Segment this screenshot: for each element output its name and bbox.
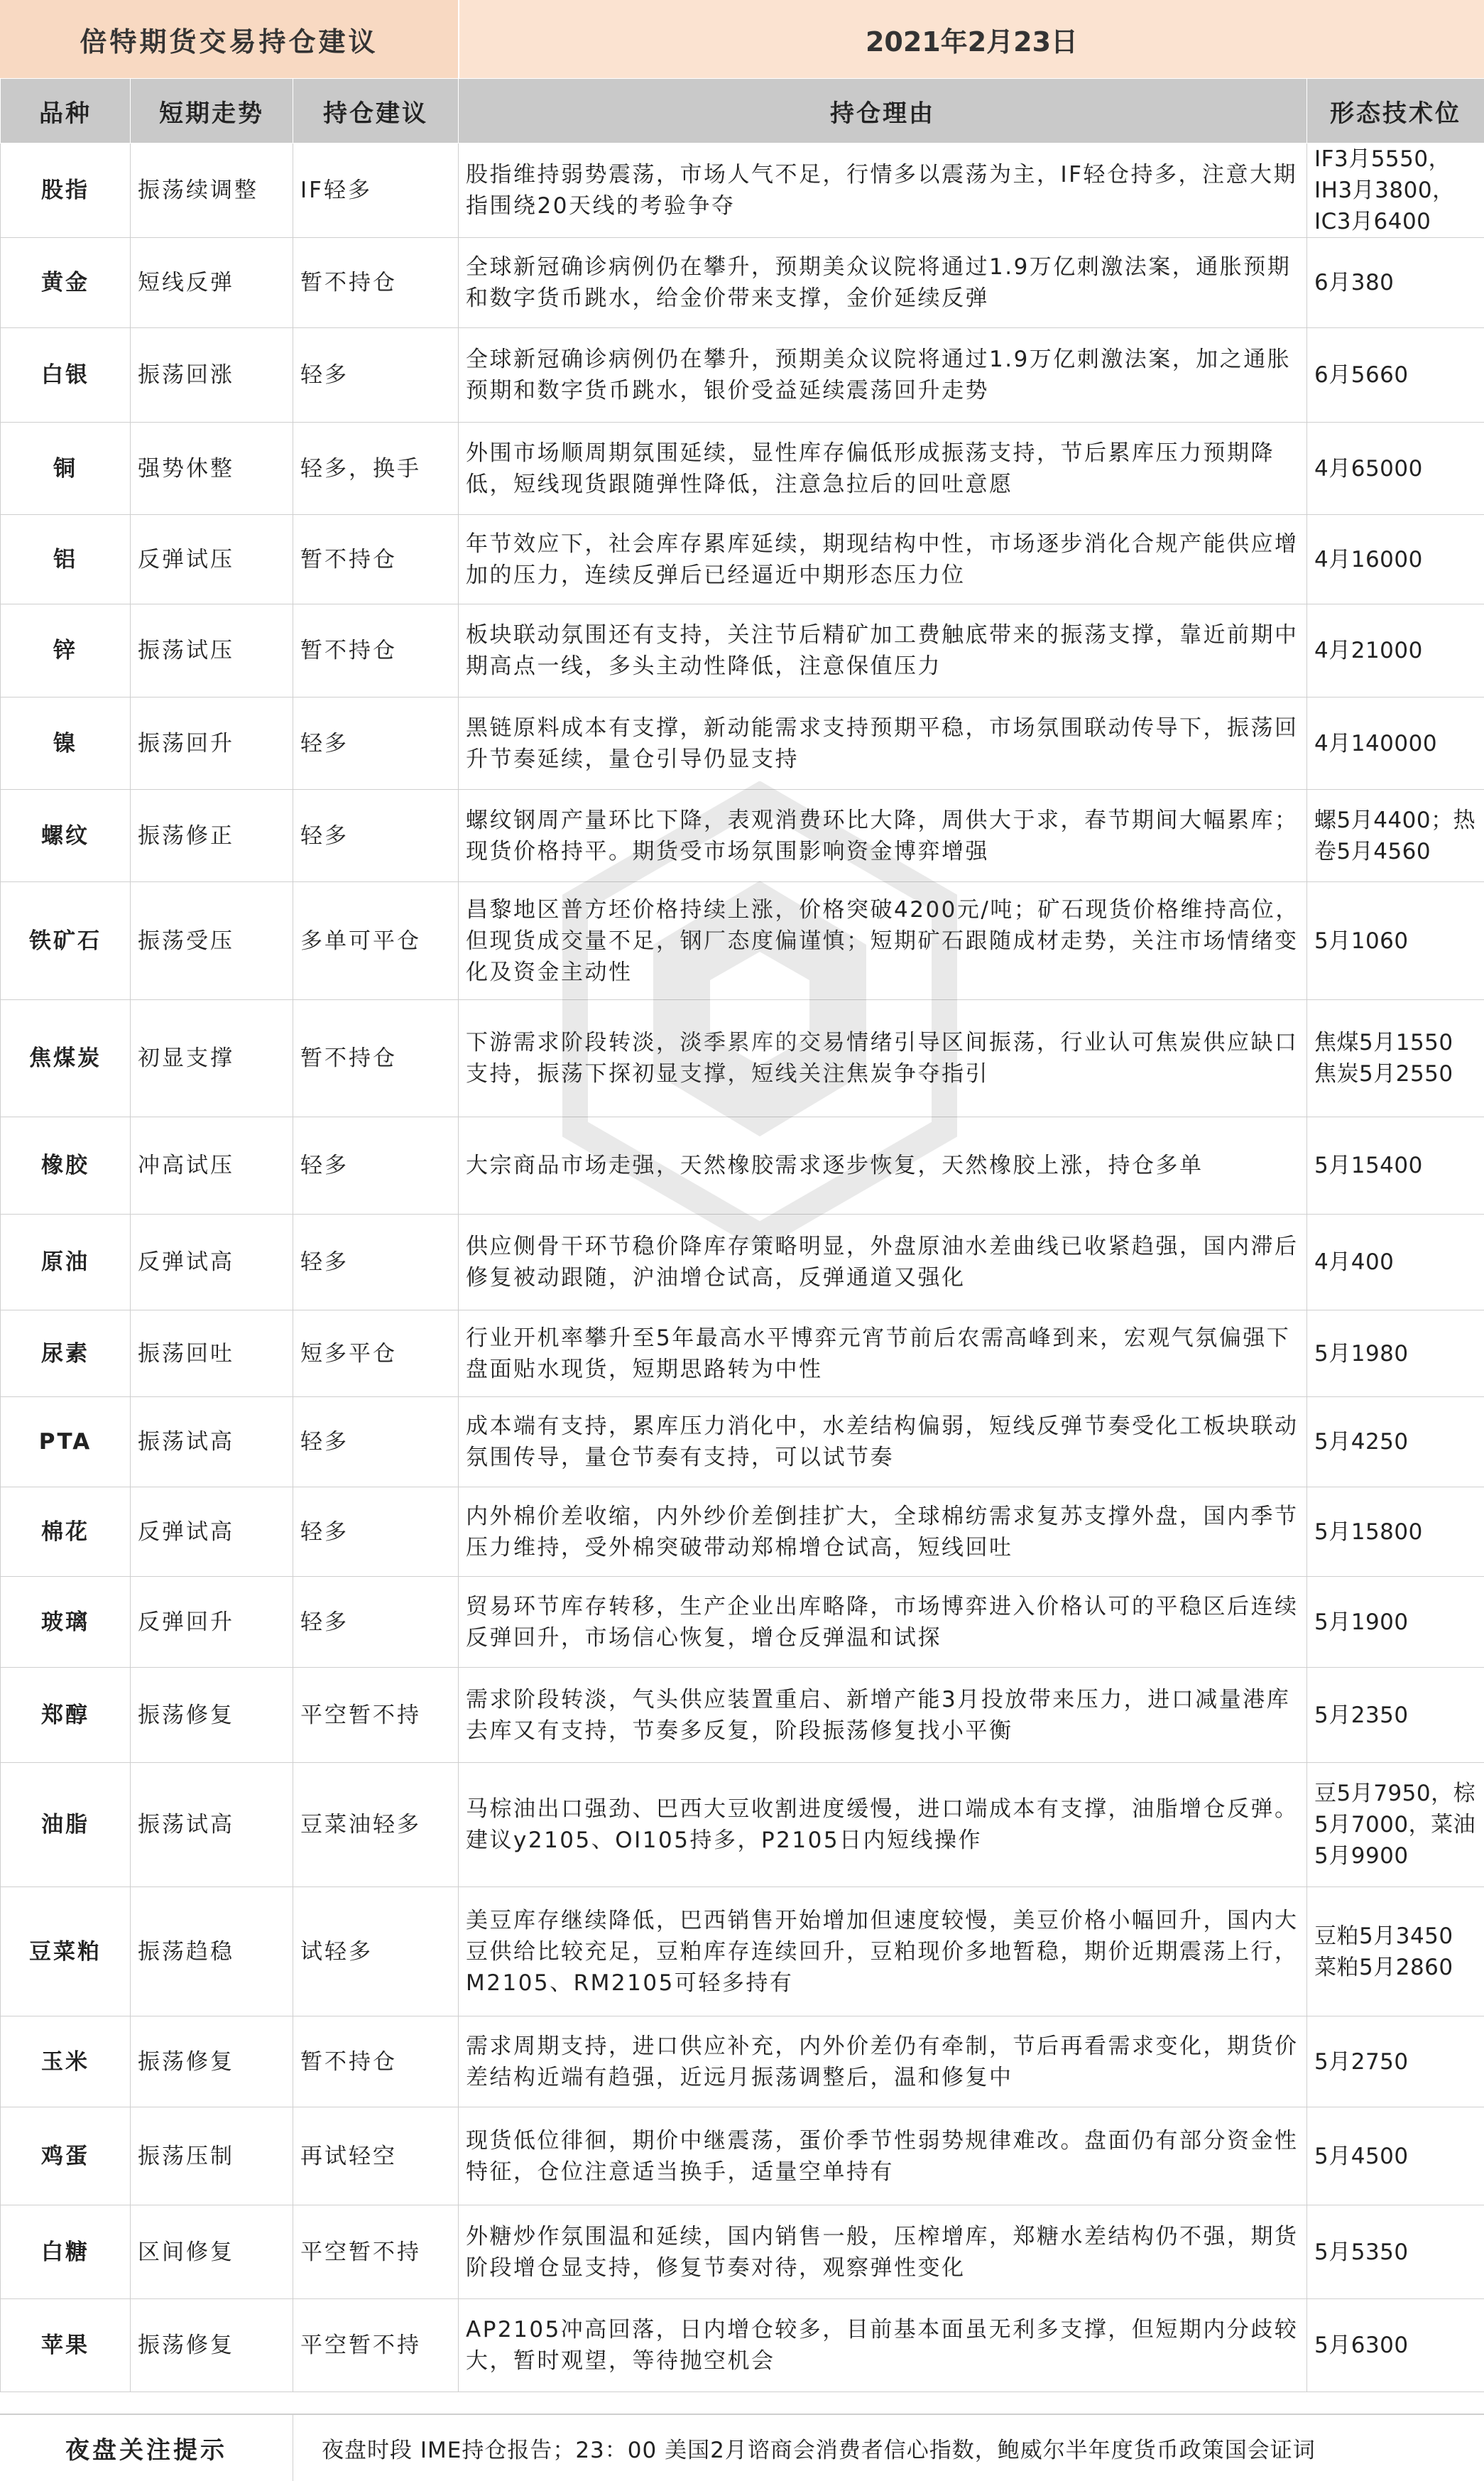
table-row <box>1 1117 1484 1215</box>
table-row <box>1 328 1484 423</box>
advice-cell: 暂不持仓 <box>293 515 459 604</box>
footer-label: 夜盘关注提示 <box>0 2415 293 2481</box>
reason-cell: 全球新冠确诊病例仍在攀升，预期美众议院将通过1.9万亿刺激法案，加之通胀预期和数字货币跳水，银价受益延续震荡回升走势 <box>459 328 1307 423</box>
trend-cell: 区间修复 <box>131 2205 293 2299</box>
reason-cell: 需求阶段转淡，气头供应装置重启、新增产能3月投放带来压力，进口减量港库去库又有支持，节奏多反复，阶段振荡修复找小平衡 <box>459 1668 1307 1763</box>
variety-cell: 苹果 <box>1 2299 131 2392</box>
trend-cell: 反弹试压 <box>131 515 293 604</box>
variety-cell: 镍 <box>1 697 131 790</box>
reason-cell: 贸易环节库存转移，生产企业出库略降，市场博弈进入价格认可的平稳区后连续反弹回升，市场信心恢复，增仓反弹温和试探 <box>459 1577 1307 1668</box>
trend-cell: 强势休整 <box>131 423 293 515</box>
reason-cell: 股指维持弱势震荡，市场人气不足，行情多以震荡为主，IF轻仓持多，注意大期指围绕20天线的考验争夺 <box>459 143 1307 238</box>
level-cell: 5月1900 <box>1307 1577 1484 1668</box>
variety-cell: 鸡蛋 <box>1 2107 131 2205</box>
level-cell: 5月15800 <box>1307 1487 1484 1577</box>
advice-cell: 轻多，换手 <box>293 423 459 515</box>
variety-cell: 铝 <box>1 515 131 604</box>
level-cell: 5月4500 <box>1307 2107 1484 2205</box>
column-header-variety: 品种 <box>1 79 131 143</box>
level-cell: 6月380 <box>1307 238 1484 328</box>
variety-cell: 尿素 <box>1 1310 131 1397</box>
table-row <box>1 1487 1484 1577</box>
reason-cell: 外糖炒作氛围温和延续，国内销售一般，压榨增库，郑糖水差结构仍不强，期货阶段增仓显支持，修复节奏对待，观察弹性变化 <box>459 2205 1307 2299</box>
variety-cell: 白糖 <box>1 2205 131 2299</box>
table-body <box>1 143 1484 2392</box>
report-date: 2021年2月23日 <box>459 0 1484 78</box>
level-cell: 5月1980 <box>1307 1310 1484 1397</box>
table-row <box>1 143 1484 238</box>
table-row <box>1 423 1484 515</box>
advice-cell: 轻多 <box>293 1577 459 1668</box>
trend-cell: 振荡回涨 <box>131 328 293 423</box>
advice-cell: 轻多 <box>293 1215 459 1310</box>
advice-cell: 暂不持仓 <box>293 1000 459 1117</box>
trend-cell: 反弹回升 <box>131 1577 293 1668</box>
trend-cell: 振荡续调整 <box>131 143 293 238</box>
reason-cell: 现货低位徘徊，期价中继震荡，蛋价季节性弱势规律难改。盘面仍有部分资金性特征，仓位注意适当换手，适量空单持有 <box>459 2107 1307 2205</box>
trend-cell: 振荡修正 <box>131 790 293 882</box>
table-row <box>1 2016 1484 2107</box>
level-cell: 5月6300 <box>1307 2299 1484 2392</box>
company-title: 倍特期货交易持仓建议 <box>0 0 459 78</box>
reason-cell: 外围市场顺周期氛围延续，显性库存偏低形成振荡支持，节后累库压力预期降低，短线现货跟随弹性降低，注意急拉后的回吐意愿 <box>459 423 1307 515</box>
level-cell: 5月5350 <box>1307 2205 1484 2299</box>
trend-cell: 振荡试压 <box>131 604 293 697</box>
advice-cell: IF轻多 <box>293 143 459 238</box>
table-row <box>1 2299 1484 2392</box>
table-row <box>1 1000 1484 1117</box>
variety-cell: 锌 <box>1 604 131 697</box>
reason-cell: 马棕油出口强劲、巴西大豆收割进度缓慢，进口端成本有支撑，油脂增仓反弹。建议y2105、OI105持多，P2105日内短线操作 <box>459 1763 1307 1887</box>
column-header-reason: 持仓理由 <box>459 79 1307 143</box>
level-cell: 6月5660 <box>1307 328 1484 423</box>
table-row <box>1 2205 1484 2299</box>
trend-cell: 振荡试高 <box>131 1763 293 1887</box>
variety-cell: 棉花 <box>1 1487 131 1577</box>
variety-cell: 铜 <box>1 423 131 515</box>
reason-cell: 行业开机率攀升至5年最高水平博弈元宵节前后农需高峰到来，宏观气氛偏强下盘面贴水现货，短期思路转为中性 <box>459 1310 1307 1397</box>
reason-cell: 成本端有支持，累库压力消化中，水差结构偏弱，短线反弹节奏受化工板块联动氛围传导，量仓节奏有支持，可以试节奏 <box>459 1397 1307 1487</box>
variety-cell: 郑醇 <box>1 1668 131 1763</box>
reason-cell: 板块联动氛围还有支持，关注节后精矿加工费触底带来的振荡支撑，靠近前期中期高点一线，多头主动性降低，注意保值压力 <box>459 604 1307 697</box>
trend-cell: 振荡修复 <box>131 1668 293 1763</box>
trend-cell: 冲高试压 <box>131 1117 293 1215</box>
variety-cell: 橡胶 <box>1 1117 131 1215</box>
table-row <box>1 697 1484 790</box>
level-cell: 4月140000 <box>1307 697 1484 790</box>
variety-cell: 原油 <box>1 1215 131 1310</box>
advice-cell: 豆菜油轻多 <box>293 1763 459 1887</box>
advice-cell: 轻多 <box>293 1487 459 1577</box>
reason-cell: 昌黎地区普方坯价格持续上涨，价格突破4200元/吨；矿石现货价格维持高位，但现货成交量不足，钢厂态度偏谨慎；短期矿石跟随成材走势，关注市场情绪变化及资金主动性 <box>459 882 1307 1000</box>
advice-cell: 轻多 <box>293 328 459 423</box>
level-cell: IF3月5550，IH3月3800，IC3月6400 <box>1307 143 1484 238</box>
variety-cell: PTA <box>1 1397 131 1487</box>
advice-cell: 试轻多 <box>293 1887 459 2016</box>
reason-cell: 美豆库存继续降低，巴西销售开始增加但速度较慢，美豆价格小幅回升，国内大豆供给比较充足，豆粕库存连续回升，豆粕现价多地暂稳，期价近期震荡上行，M2105、RM2105可轻多持有 <box>459 1887 1307 2016</box>
reason-cell: 供应侧骨干环节稳价降库存策略明显，外盘原油水差曲线已收紧趋强，国内滞后修复被动跟随，沪油增仓试高，反弹通道又强化 <box>459 1215 1307 1310</box>
column-header-level: 形态技术位 <box>1307 79 1484 143</box>
advice-cell: 短多平仓 <box>293 1310 459 1397</box>
trend-cell: 反弹试高 <box>131 1487 293 1577</box>
trend-cell: 初显支撑 <box>131 1000 293 1117</box>
trend-cell: 振荡压制 <box>131 2107 293 2205</box>
reason-cell: 内外棉价差收缩，内外纱价差倒挂扩大，全球棉纺需求复苏支撑外盘，国内季节压力维持，受外棉突破带动郑棉增仓试高，短线回吐 <box>459 1487 1307 1577</box>
table-row <box>1 1668 1484 1763</box>
advice-cell: 轻多 <box>293 1117 459 1215</box>
level-cell: 5月4250 <box>1307 1397 1484 1487</box>
reason-cell: 年节效应下，社会库存累库延续，期现结构中性，市场逐步消化合规产能供应增加的压力，连续反弹后已经逼近中期形态压力位 <box>459 515 1307 604</box>
reason-cell: 需求周期支持，进口供应补充，内外价差仍有牵制，节后再看需求变化，期货价差结构近端有趋强，近远月振荡调整后，温和修复中 <box>459 2016 1307 2107</box>
advice-cell: 暂不持仓 <box>293 604 459 697</box>
trend-cell: 振荡回吐 <box>131 1310 293 1397</box>
variety-cell: 黄金 <box>1 238 131 328</box>
table-row <box>1 882 1484 1000</box>
variety-cell: 白银 <box>1 328 131 423</box>
reason-cell: 黑链原料成本有支撑，新动能需求支持预期平稳，市场氛围联动传导下，振荡回升节奏延续，量仓引导仍显支持 <box>459 697 1307 790</box>
level-cell: 4月400 <box>1307 1215 1484 1310</box>
level-cell: 5月1060 <box>1307 882 1484 1000</box>
advice-cell: 暂不持仓 <box>293 2016 459 2107</box>
advice-cell: 轻多 <box>293 697 459 790</box>
variety-cell: 铁矿石 <box>1 882 131 1000</box>
variety-cell: 玻璃 <box>1 1577 131 1668</box>
advice-cell: 轻多 <box>293 1397 459 1487</box>
level-cell: 焦煤5月1550 焦炭5月2550 <box>1307 1000 1484 1117</box>
column-header-trend: 短期走势 <box>131 79 293 143</box>
column-header-advice: 持仓建议 <box>293 79 459 143</box>
variety-cell: 焦煤炭 <box>1 1000 131 1117</box>
variety-cell: 股指 <box>1 143 131 238</box>
reason-cell: 下游需求阶段转淡，淡季累库的交易情绪引导区间振荡，行业认可焦炭供应缺口支持，振荡下探初显支撑，短线关注焦炭争夺指引 <box>459 1000 1307 1117</box>
trend-cell: 振荡受压 <box>131 882 293 1000</box>
advice-cell: 平空暂不持 <box>293 2205 459 2299</box>
trend-cell: 振荡试高 <box>131 1397 293 1487</box>
advice-cell: 轻多 <box>293 790 459 882</box>
title-banner <box>0 0 1484 78</box>
advice-cell: 平空暂不持 <box>293 2299 459 2392</box>
trend-cell: 振荡修复 <box>131 2016 293 2107</box>
trend-cell: 振荡回升 <box>131 697 293 790</box>
advice-cell: 再试轻空 <box>293 2107 459 2205</box>
level-cell: 4月65000 <box>1307 423 1484 515</box>
reason-cell: 全球新冠确诊病例仍在攀升，预期美众议院将通过1.9万亿刺激法案，通胀预期和数字货币跳水，给金价带来支撑，金价延续反弹 <box>459 238 1307 328</box>
level-cell: 5月2350 <box>1307 1668 1484 1763</box>
level-cell: 5月2750 <box>1307 2016 1484 2107</box>
level-cell: 4月16000 <box>1307 515 1484 604</box>
night-session-footer <box>0 2414 1484 2481</box>
reason-cell: AP2105冲高回落，日内增仓较多，目前基本面虽无利多支撑，但短期内分歧较大，暂时观望，等待抛空机会 <box>459 2299 1307 2392</box>
footer-text: 夜盘时段 IME持仓报告；23：00 美国2月谘商会消费者信心指数，鲍威尔半年度货币政策国会证词 <box>293 2415 1484 2481</box>
reason-cell: 螺纹钢周产量环比下降，表观消费环比大降，周供大于求，春节期间大幅累库；现货价格持平。期货受市场氛围影响资金博弈增强 <box>459 790 1307 882</box>
level-cell: 豆粕5月3450 菜粕5月2860 <box>1307 1887 1484 2016</box>
level-cell: 豆5月7950，棕5月7000，菜油5月9900 <box>1307 1763 1484 1887</box>
variety-cell: 豆菜粕 <box>1 1887 131 2016</box>
table-row <box>1 1310 1484 1397</box>
table-row <box>1 604 1484 697</box>
reason-cell: 大宗商品市场走强，天然橡胶需求逐步恢复，天然橡胶上涨，持仓多单 <box>459 1117 1307 1215</box>
table-header-row <box>1 79 1484 143</box>
trend-cell: 反弹试高 <box>131 1215 293 1310</box>
trend-cell: 振荡趋稳 <box>131 1887 293 2016</box>
table-row <box>1 238 1484 328</box>
variety-cell: 玉米 <box>1 2016 131 2107</box>
trend-cell: 短线反弹 <box>131 238 293 328</box>
level-cell: 螺5月4400；热卷5月4560 <box>1307 790 1484 882</box>
advice-cell: 暂不持仓 <box>293 238 459 328</box>
table-row <box>1 2107 1484 2205</box>
table-row <box>1 1397 1484 1487</box>
trend-cell: 振荡修复 <box>131 2299 293 2392</box>
advice-cell: 平空暂不持 <box>293 1668 459 1763</box>
variety-cell: 油脂 <box>1 1763 131 1887</box>
level-cell: 5月15400 <box>1307 1117 1484 1215</box>
advice-cell: 多单可平仓 <box>293 882 459 1000</box>
variety-cell: 螺纹 <box>1 790 131 882</box>
level-cell: 4月21000 <box>1307 604 1484 697</box>
table-row <box>1 515 1484 604</box>
table-row <box>1 790 1484 882</box>
table-row <box>1 1887 1484 2016</box>
table-row <box>1 1763 1484 1887</box>
table-row <box>1 1577 1484 1668</box>
position-table <box>0 78 1484 2392</box>
table-row <box>1 1215 1484 1310</box>
